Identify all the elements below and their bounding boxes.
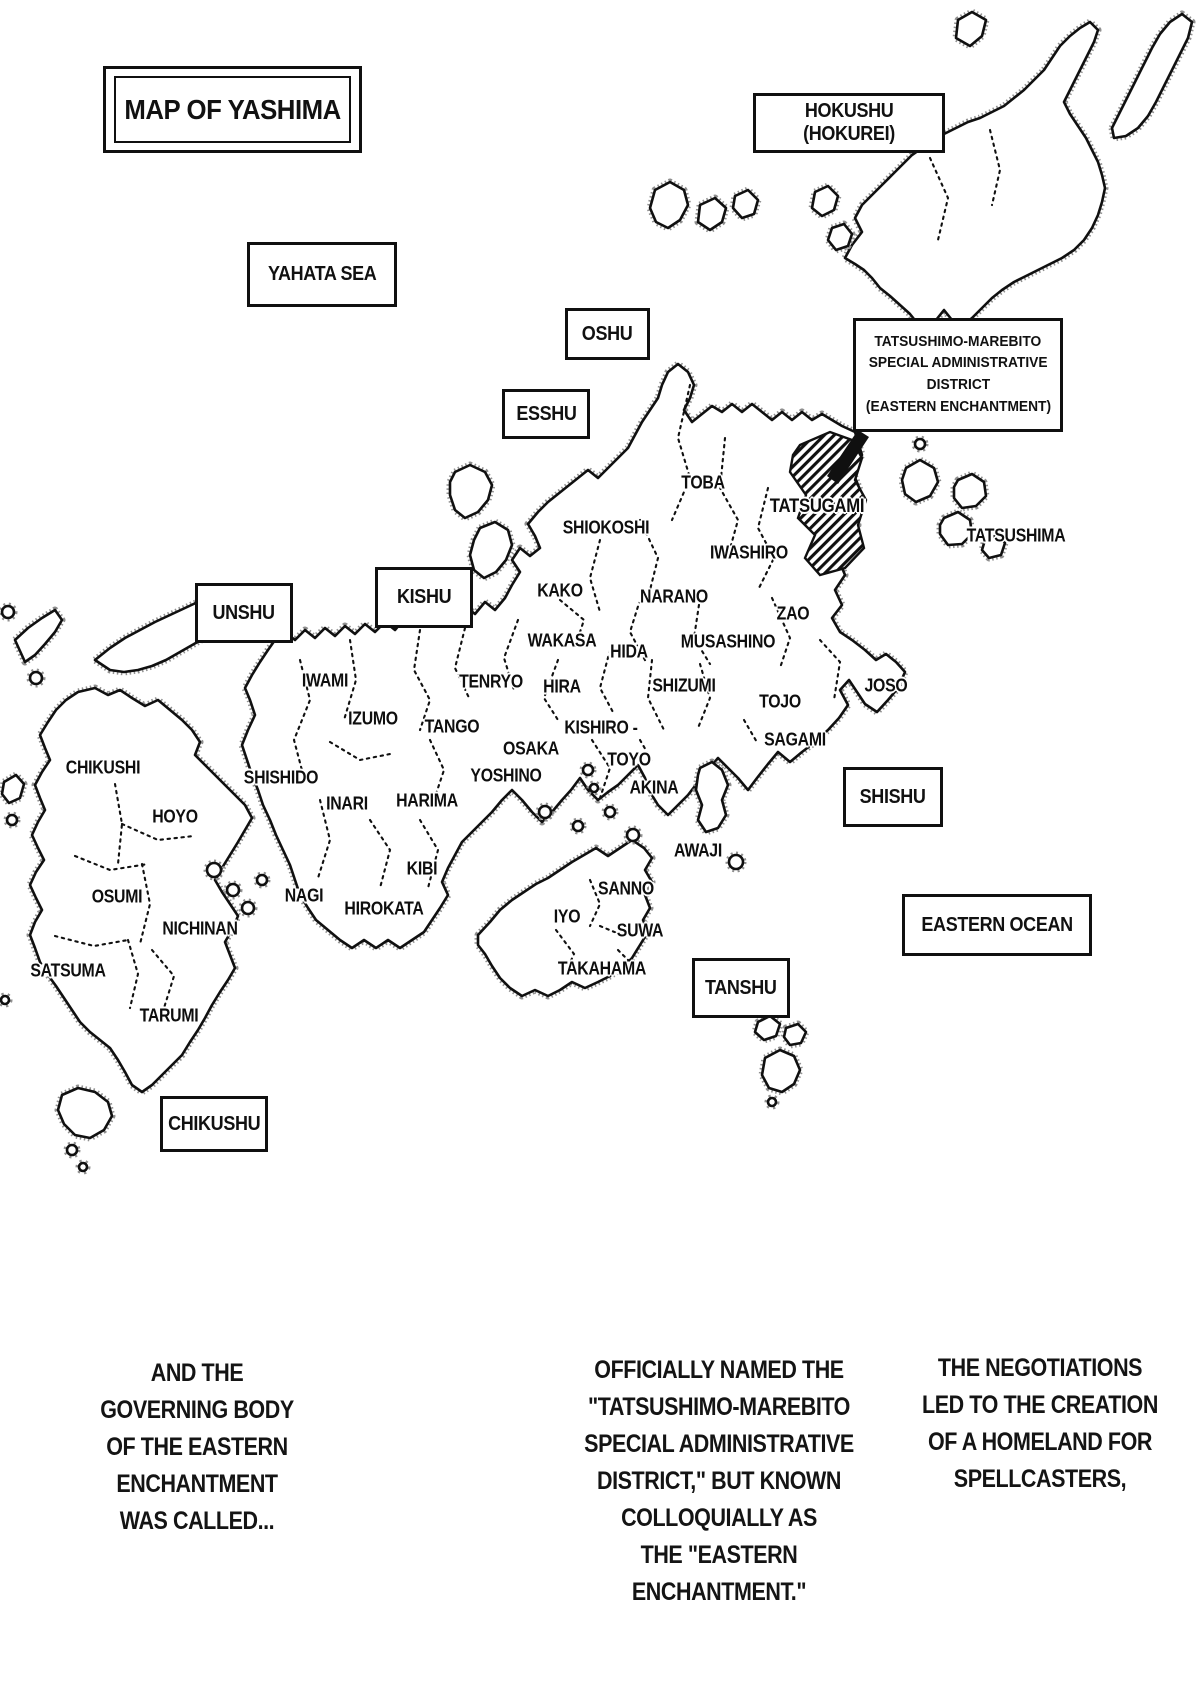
island-awaji xyxy=(696,762,728,832)
island-wk1 xyxy=(2,775,24,803)
region-box-label: HOKUSHU xyxy=(804,100,894,122)
province-label: TATSUGAMI xyxy=(769,496,865,517)
province-label: TATSUSHIMA xyxy=(966,525,1066,546)
region-box-eastern-ocean xyxy=(902,894,1092,956)
caption-line: SPECIAL ADMINISTRATIVE xyxy=(584,1430,854,1458)
province-label: TARUMI xyxy=(139,1005,199,1026)
small-island xyxy=(30,672,42,684)
caption-line: DISTRICT," BUT KNOWN xyxy=(596,1467,842,1495)
small-island xyxy=(207,863,221,877)
island-sk1 xyxy=(58,1088,112,1138)
caption-left xyxy=(17,1355,377,1540)
province-label: IZUMO xyxy=(348,708,398,729)
province-label: JOSO xyxy=(864,675,908,696)
province-label: SUWA xyxy=(616,920,664,941)
district-box-line: SPECIAL ADMINISTRATIVE xyxy=(868,355,1048,372)
small-island xyxy=(2,606,14,618)
province-label: HARIMA xyxy=(396,790,458,811)
caption-middle xyxy=(539,1352,899,1611)
district-box-line: (EASTERN ENCHANTMENT) xyxy=(865,398,1051,415)
islands-layer xyxy=(1,12,1192,1171)
district-label-box xyxy=(853,318,1063,432)
region-box-shishu xyxy=(843,767,943,827)
region-box-label: UNSHU xyxy=(212,601,276,624)
province-label: KAKO xyxy=(537,580,583,601)
small-island xyxy=(605,807,615,817)
region-box-label: ESSHU xyxy=(515,402,577,425)
caption-line: WAS CALLED... xyxy=(119,1507,275,1535)
caption-line: OFFICIALLY NAMED THE xyxy=(594,1356,844,1384)
small-island xyxy=(1,996,9,1004)
province-label: INARI xyxy=(326,793,368,814)
small-island xyxy=(573,821,583,831)
district-box-line: TATSUSHIMO-MAREBITO xyxy=(874,333,1042,350)
region-box-kishu xyxy=(375,567,473,628)
region-box-label: CHIKUSHU xyxy=(167,1112,261,1135)
caption-line: "TATSUSHIMO-MAREBITO xyxy=(588,1393,850,1421)
small-island xyxy=(539,806,551,818)
province-label: HIDA xyxy=(610,641,648,662)
island-hoksat2 xyxy=(828,224,852,250)
small-island xyxy=(227,884,239,896)
caption-line: ENCHANTMENT xyxy=(116,1470,278,1498)
caption-line: LED TO THE CREATION xyxy=(922,1391,1158,1419)
region-box-label: EASTERN OCEAN xyxy=(921,913,1073,936)
island-toplong xyxy=(1112,14,1192,138)
province-label: TENRYO xyxy=(459,671,523,692)
caption-line: SPELLCASTERS, xyxy=(953,1465,1127,1493)
province-label: AKINA xyxy=(629,777,679,798)
island-br2 xyxy=(784,1024,806,1045)
island-sado-b xyxy=(470,522,512,578)
region-box-oshu xyxy=(565,308,650,360)
region-box-label: SHISHU xyxy=(860,785,926,808)
small-island xyxy=(7,815,17,825)
province-label: KISHIRO - xyxy=(564,717,638,738)
map-title-inner-frame xyxy=(114,76,351,143)
region-box-yahata-sea xyxy=(247,242,397,307)
province-label: HIRA xyxy=(543,676,581,697)
island-toptiny xyxy=(956,12,986,46)
small-island xyxy=(67,1145,77,1155)
caption-line: THE NEGOTIATIONS xyxy=(937,1354,1143,1382)
island-north2 xyxy=(698,198,726,230)
small-island xyxy=(79,1163,87,1171)
island-tat1 xyxy=(902,460,938,502)
province-label: IWAMI xyxy=(301,670,349,691)
small-island xyxy=(242,902,254,914)
region-box-label: KISHU xyxy=(396,586,452,608)
district-box-line: DISTRICT xyxy=(926,377,990,393)
island-br3 xyxy=(762,1050,800,1092)
province-label: MUSASHINO xyxy=(680,631,776,652)
island-hoksat1 xyxy=(812,186,838,216)
province-label: SHIOKOSHI xyxy=(562,517,650,538)
province-label: IWASHIRO xyxy=(710,542,788,563)
region-box-tanshu xyxy=(692,958,790,1018)
province-label: CHIKUSHI xyxy=(65,757,141,778)
small-island xyxy=(583,765,593,775)
caption-line: GOVERNING BODY xyxy=(100,1396,294,1424)
caption-line: OF A HOMELAND FOR xyxy=(927,1428,1153,1456)
page-title: MAP OF YASHIMA xyxy=(124,93,341,125)
small-island xyxy=(768,1098,776,1106)
small-island xyxy=(590,784,598,792)
province-label: TOJO xyxy=(759,691,801,712)
island-sado-a xyxy=(450,465,492,518)
province-label: SATSUMA xyxy=(30,960,106,981)
province-label: SHISHIDO xyxy=(243,767,319,788)
province-label: KIBI xyxy=(406,858,438,879)
province-label: TAKAHAMA xyxy=(557,958,647,979)
region-box-label: (HOKUREI) xyxy=(803,123,895,145)
small-island xyxy=(915,439,925,449)
province-label: IYO xyxy=(553,906,581,927)
small-island xyxy=(729,855,743,869)
caption-line: AND THE xyxy=(150,1359,244,1387)
province-label: TANGO xyxy=(424,716,480,737)
caption-line: ENCHANTMENT." xyxy=(631,1578,807,1606)
region-box-hokushu xyxy=(753,93,945,153)
province-label: HOYO xyxy=(152,806,198,827)
island-north1 xyxy=(650,182,688,228)
region-box-label: OSHU xyxy=(582,322,633,345)
province-label: AWAJI xyxy=(674,840,722,861)
province-label: ZAO xyxy=(776,603,810,624)
caption-line: OF THE EASTERN xyxy=(106,1433,288,1461)
province-label: OSUMI xyxy=(91,886,143,907)
island-hokushu xyxy=(845,22,1105,330)
province-label: SANNO xyxy=(598,878,654,899)
island-tat2 xyxy=(954,474,986,508)
island-br1 xyxy=(755,1016,780,1040)
province-label: HIROKATA xyxy=(344,898,424,919)
province-label: WAKASA xyxy=(527,630,597,651)
province-label: NICHINAN xyxy=(162,918,238,939)
region-box-unshu xyxy=(195,583,293,643)
caption-line: COLLOQUIALLY AS xyxy=(621,1504,817,1532)
province-label: NAGI xyxy=(284,885,324,906)
province-label: YOSHINO xyxy=(470,765,542,786)
caption-line: THE "EASTERN xyxy=(640,1541,798,1569)
caption-right xyxy=(860,1350,1200,1498)
province-label: TOBA xyxy=(681,472,725,493)
province-label: TOYO xyxy=(607,749,651,770)
province-label: SAGAMI xyxy=(764,729,826,750)
small-island xyxy=(627,829,639,841)
province-label: OSAKA xyxy=(503,738,559,759)
region-box-label: YAHATA SEA xyxy=(267,263,377,285)
map-title-box xyxy=(103,66,362,153)
province-label: NARANO xyxy=(640,586,708,607)
region-box-chikushu xyxy=(160,1096,268,1152)
province-label: SHIZUMI xyxy=(652,675,716,696)
region-box-label: TANSHU xyxy=(705,976,777,999)
small-island xyxy=(257,875,267,885)
region-box-esshu xyxy=(502,389,590,439)
